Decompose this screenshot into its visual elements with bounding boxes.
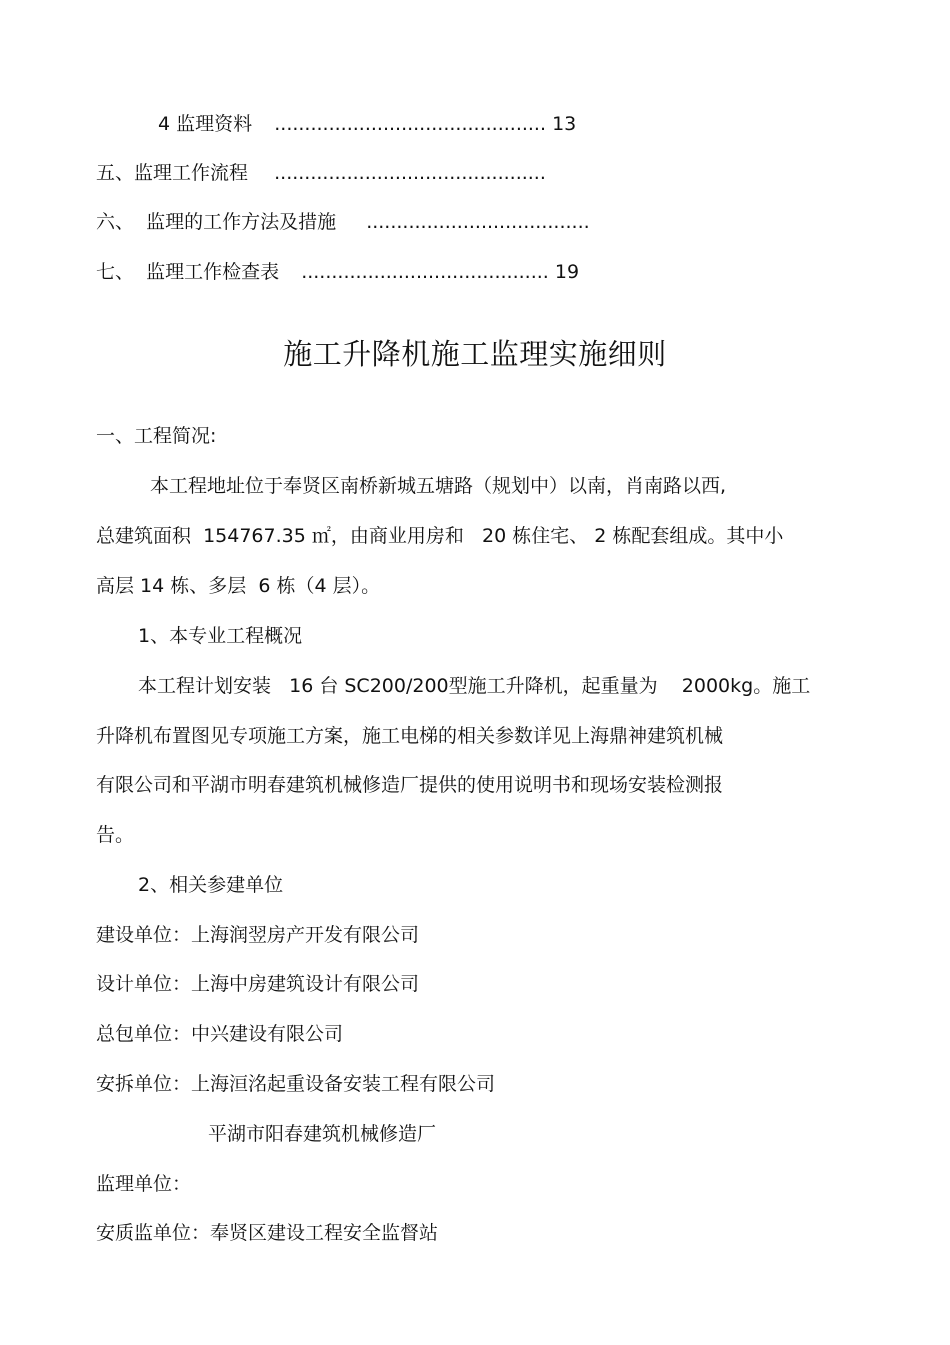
toc-entry-dots: ............................................. [274, 113, 547, 135]
section-heading: 一、工程简况: [96, 425, 217, 447]
toc-entry [158, 112, 576, 136]
toc-entry-dots: ......................................... [301, 261, 549, 283]
unit-line: 总包单位：中兴建设有限公司 [96, 1023, 344, 1045]
paragraph-line: 高层 14 栋、多层 6 栋（4 层）。 [96, 575, 381, 597]
unit-line: 建设单位：上海润翌房产开发有限公司 [96, 924, 420, 946]
toc-entry [96, 161, 546, 185]
toc-entry [96, 210, 590, 234]
paragraph-line: 升降机布置图见专项施工方案，施工电梯的相关参数详见上海鼎神建筑机械 [96, 725, 724, 747]
paragraph-line: 总建筑面积 154767.35 ㎡，由商业用房和 20 栋住宅、 2 栋配套组成。其中小 [96, 525, 784, 547]
toc-entry-dots: ..................................... [366, 211, 590, 233]
toc-entry-label: 五、监理工作流程 [96, 162, 249, 184]
paragraph-line: 本工程计划安装 16 台 SC200/200型施工升降机，起重量为 2000kg。施工 [138, 675, 811, 697]
toc-entry-dots: ............................................. [274, 162, 546, 184]
toc-entry-page: 19 [554, 261, 580, 283]
unit-line: 平湖市阳春建筑机械修造厂 [208, 1123, 437, 1145]
document-title: 施工升降机施工监理实施细则 [283, 337, 667, 371]
unit-line: 安拆单位：上海洹洺起重设备安装工程有限公司 [96, 1073, 496, 1095]
unit-line: 监理单位： [96, 1173, 192, 1195]
paragraph-line: 告。 [96, 824, 135, 846]
toc-entry-page: 13 [552, 113, 577, 135]
unit-line: 安质监单位：奉贤区建设工程安全监督站 [96, 1222, 439, 1244]
toc-entry-label: 六、 监理的工作方法及措施 [96, 211, 337, 233]
unit-line: 设计单位：上海中房建筑设计有限公司 [96, 973, 420, 995]
subsection-heading: 2、相关参建单位 [138, 874, 284, 896]
paragraph-line: 本工程地址位于奉贤区南桥新城五塘路（规划中）以南，肖南路以西, [150, 475, 727, 497]
subsection-heading: 1、本专业工程概况 [138, 625, 303, 647]
paragraph-line: 有限公司和平湖市明春建筑机械修造厂提供的使用说明书和现场安装检测报 [96, 774, 724, 796]
toc-entry [96, 260, 579, 284]
toc-entry-label: 4 监理资料 [158, 113, 253, 135]
toc-entry-label: 七、 监理工作检查表 [96, 261, 280, 283]
